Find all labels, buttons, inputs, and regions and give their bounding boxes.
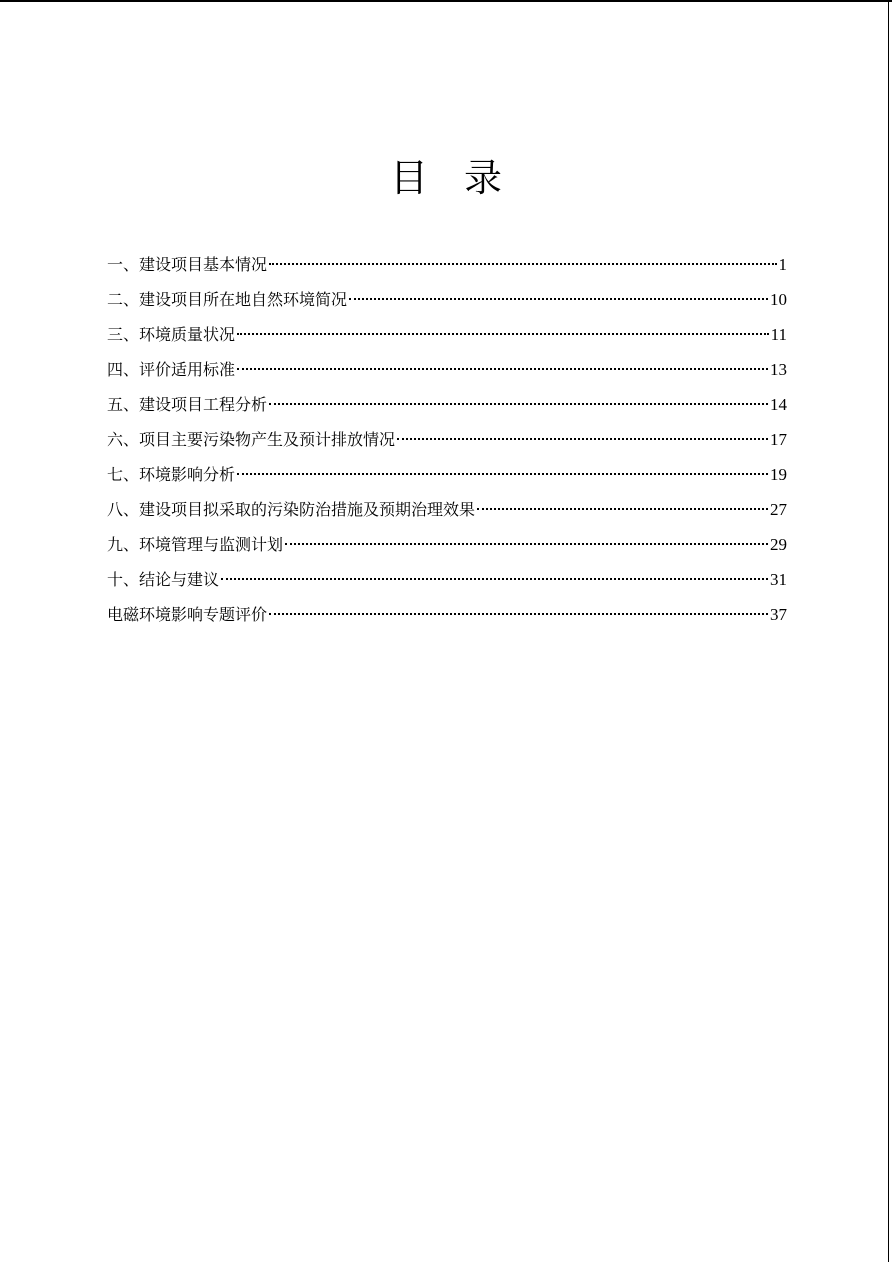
toc-entry[interactable] bbox=[107, 426, 787, 461]
toc-entry-page: 14 bbox=[770, 395, 787, 414]
toc-entry[interactable] bbox=[107, 461, 787, 496]
toc-entry-label: 三、环境质量状况 bbox=[107, 325, 236, 344]
toc-entry-page: 29 bbox=[770, 535, 787, 554]
table-of-contents bbox=[107, 251, 787, 636]
toc-entry[interactable] bbox=[107, 531, 787, 566]
toc-leader-dots bbox=[237, 368, 768, 370]
toc-entry[interactable] bbox=[107, 391, 787, 426]
toc-entry-page: 17 bbox=[770, 430, 787, 449]
toc-entry-label: 六、项目主要污染物产生及预计排放情况 bbox=[107, 430, 396, 449]
page-title: 目录 bbox=[389, 156, 538, 200]
toc-leader-dots bbox=[221, 578, 768, 580]
page-top-border bbox=[0, 0, 892, 2]
toc-entry[interactable] bbox=[107, 286, 787, 321]
toc-entry[interactable] bbox=[107, 601, 787, 636]
toc-entry[interactable] bbox=[107, 321, 787, 356]
toc-leader-dots bbox=[237, 473, 768, 475]
toc-entry[interactable] bbox=[107, 356, 787, 391]
toc-entry[interactable] bbox=[107, 251, 787, 286]
toc-entry-label: 四、评价适用标准 bbox=[107, 360, 236, 379]
toc-entry-page: 31 bbox=[770, 570, 787, 589]
toc-entry[interactable] bbox=[107, 496, 787, 531]
toc-entry-page: 37 bbox=[770, 605, 787, 624]
toc-entry-label: 五、建设项目工程分析 bbox=[107, 395, 268, 414]
toc-entry-page: 27 bbox=[770, 500, 787, 519]
toc-entry-page: 11 bbox=[770, 325, 787, 344]
toc-entry-page: 10 bbox=[770, 290, 787, 309]
toc-entry-label: 九、环境管理与监测计划 bbox=[107, 535, 284, 554]
toc-entry-page: 1 bbox=[778, 255, 787, 274]
toc-leader-dots bbox=[269, 403, 768, 405]
toc-leader-dots bbox=[269, 263, 776, 265]
toc-entry-page: 19 bbox=[770, 465, 787, 484]
toc-leader-dots bbox=[477, 508, 768, 510]
toc-entry-label: 一、建设项目基本情况 bbox=[107, 255, 268, 274]
toc-leader-dots bbox=[269, 613, 768, 615]
toc-leader-dots bbox=[237, 333, 769, 335]
toc-entry[interactable] bbox=[107, 566, 787, 601]
toc-entry-page: 13 bbox=[770, 360, 787, 379]
toc-entry-label: 七、环境影响分析 bbox=[107, 465, 236, 484]
toc-entry-label: 电磁环境影响专题评价 bbox=[107, 605, 268, 624]
toc-entry-label: 八、建设项目拟采取的污染防治措施及预期治理效果 bbox=[107, 500, 476, 519]
toc-leader-dots bbox=[349, 298, 768, 300]
toc-entry-label: 十、结论与建议 bbox=[107, 570, 220, 589]
toc-entry-label: 二、建设项目所在地自然环境简况 bbox=[107, 290, 348, 309]
toc-leader-dots bbox=[285, 543, 768, 545]
toc-leader-dots bbox=[397, 438, 768, 440]
